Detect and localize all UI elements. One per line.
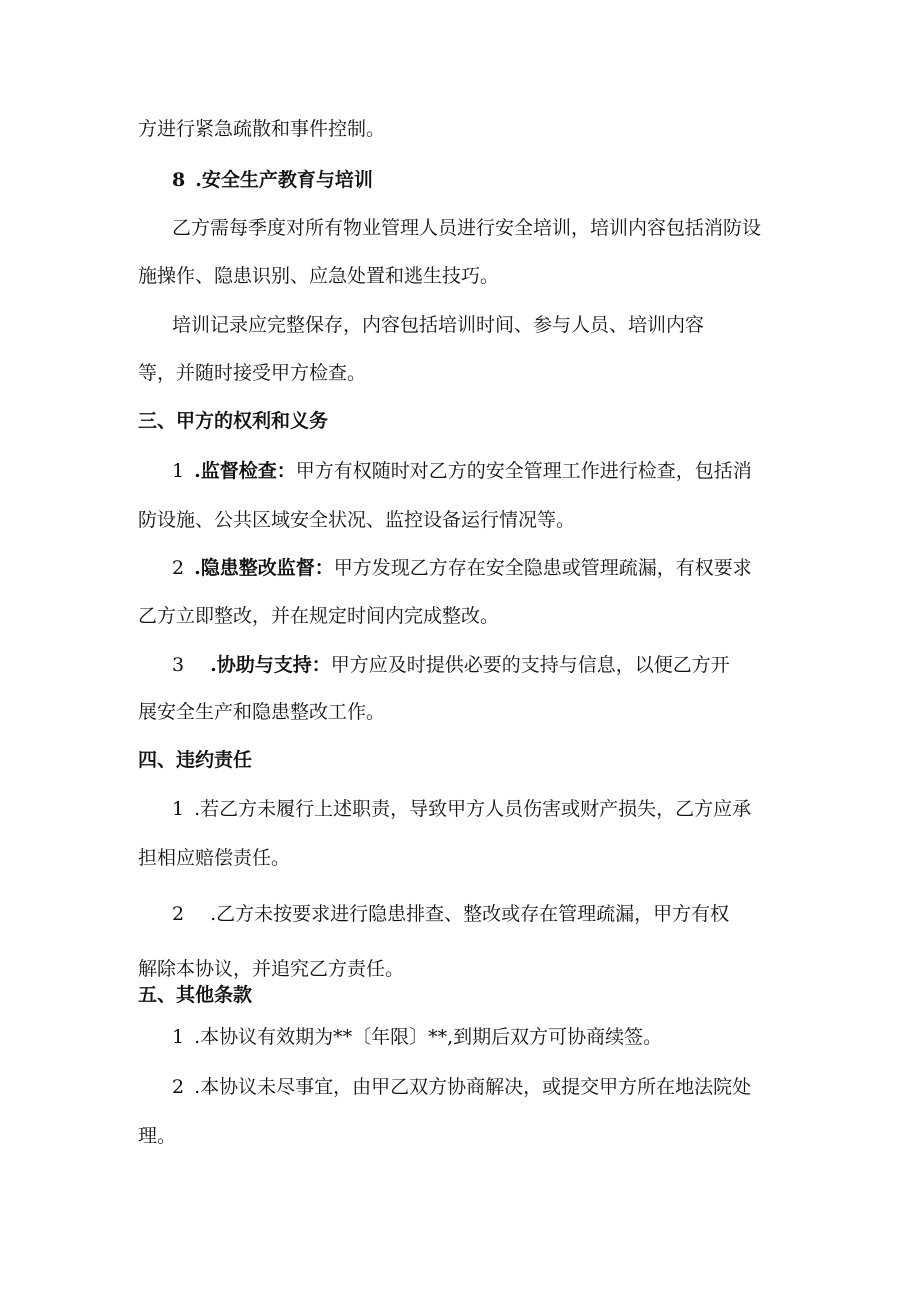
paragraph-line — [138, 957, 404, 981]
item-number: 2 — [172, 903, 185, 925]
list-item-1 — [172, 1025, 662, 1049]
text: 等，并随时接受甲方检查。 — [138, 362, 367, 384]
text: 施操作、隐患识别、应急处置和逃生技巧。 — [138, 265, 500, 287]
item-text: 甲方有权随时对乙方的安全管理工作进行检查，包括消 — [295, 460, 752, 482]
heading-text: 四、违约责任 — [138, 749, 253, 771]
text: 理。 — [138, 1125, 177, 1147]
item-number: 1 — [172, 1026, 185, 1048]
list-item-2 — [172, 902, 729, 926]
paragraph-line — [138, 264, 499, 288]
text: 乙方立即整改，并在规定时间内完成整改。 — [138, 605, 500, 627]
chapter-heading-5 — [138, 983, 252, 1007]
paragraph-line — [138, 508, 575, 532]
section-heading-8 — [172, 168, 373, 192]
item-text: .乙方未按要求进行隐患排查、整改或存在管理疏漏，甲方有权 — [210, 903, 730, 925]
item-text: .本协议有效期为**〔年限〕**,到期后双方可协商续签。 — [194, 1026, 663, 1048]
list-item-1 — [172, 797, 751, 821]
item-label: .隐患整改监督： — [194, 557, 334, 579]
chapter-heading-4 — [138, 748, 252, 772]
item-number: 2 — [172, 557, 185, 579]
item-number: 3 — [172, 654, 185, 676]
item-text: .若乙方未履行上述职责，导致甲方人员伤害或财产损失，乙方应承 — [194, 798, 752, 820]
list-item-2 — [172, 1075, 751, 1099]
text: 展安全生产和隐患整改工作。 — [138, 701, 386, 723]
item-text: 甲方应及时提供必要的支持与信息，以便乙方开 — [330, 654, 730, 676]
item-number: 8 — [172, 169, 186, 191]
paragraph-line — [138, 604, 499, 628]
item-text: .本协议未尽事宜，由甲乙双方协商解决，或提交甲方所在地法院处 — [194, 1076, 752, 1098]
list-item-1 — [172, 459, 752, 483]
paragraph-line — [172, 313, 704, 337]
item-number: 1 — [172, 798, 185, 820]
item-text: 甲方发现乙方存在安全隐患或管理疏漏，有权要求 — [333, 557, 752, 579]
text: 方进行紧急疏散和事件控制。 — [138, 118, 386, 140]
item-label: .协助与支持： — [210, 654, 331, 676]
text: 培训记录应完整保存，内容包括培训时间、参与人员、培训内容 — [172, 314, 705, 336]
chapter-heading-3 — [138, 409, 328, 433]
paragraph-line — [138, 361, 366, 385]
paragraph-line — [138, 700, 385, 724]
item-title: .安全生产教育与培训 — [195, 169, 373, 191]
list-item-2 — [172, 556, 752, 580]
heading-text: 三、甲方的权利和义务 — [138, 410, 329, 432]
paragraph-line — [138, 846, 290, 870]
paragraph-line — [138, 1124, 176, 1148]
item-number: 1 — [172, 460, 185, 482]
list-item-3 — [172, 653, 730, 677]
text: 乙方需每季度对所有物业管理人员进行安全培训，培训内容包括消防设 — [172, 217, 762, 239]
item-label: .监督检查： — [194, 460, 296, 482]
text: 担相应赔偿责任。 — [138, 847, 291, 869]
text: 防设施、公共区域安全状况、监控设备运行情况等。 — [138, 509, 576, 531]
heading-text: 五、其他条款 — [138, 984, 253, 1006]
paragraph-line — [172, 216, 761, 240]
paragraph-line — [138, 117, 385, 141]
item-number: 2 — [172, 1076, 185, 1098]
text: 解除本协议，并追究乙方责任。 — [138, 958, 405, 980]
